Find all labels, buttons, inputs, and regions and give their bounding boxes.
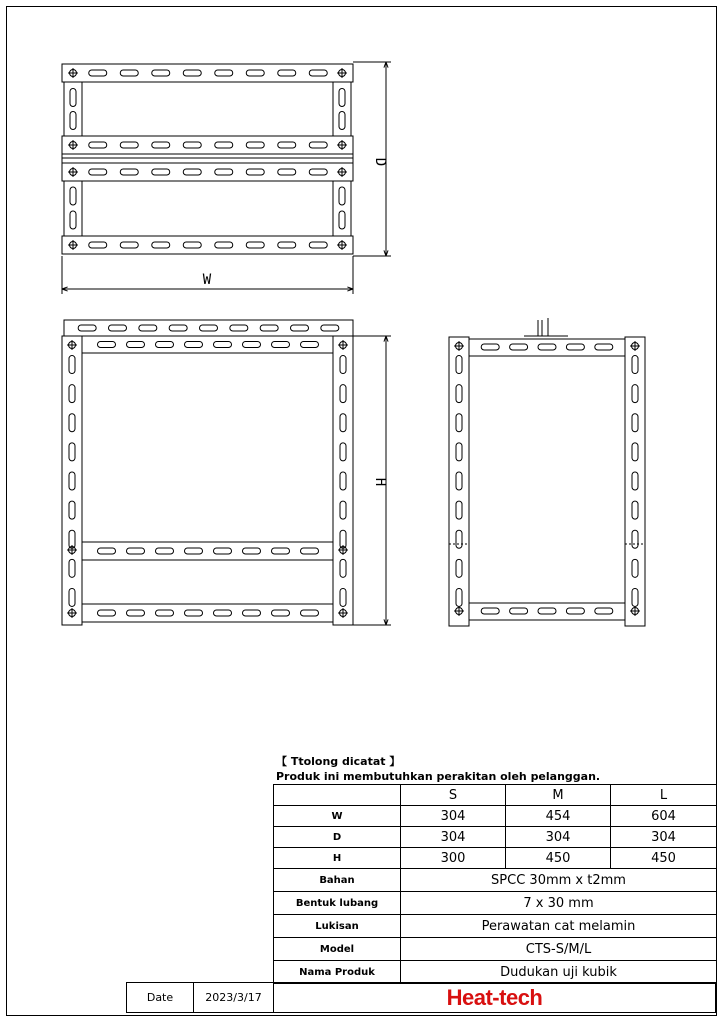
- slot-hole: [156, 548, 174, 554]
- dimension-label-width: W: [202, 272, 212, 288]
- slot-hole: [632, 472, 638, 490]
- cell-value: 304: [506, 827, 611, 848]
- slot-hole: [246, 70, 264, 76]
- slot-hole: [152, 70, 170, 76]
- slot-hole: [246, 142, 264, 148]
- slot-hole: [456, 414, 462, 432]
- slot-hole: [89, 70, 107, 76]
- slot-hole: [70, 89, 76, 107]
- row-value: CTS-S/M/L: [401, 938, 717, 961]
- brand-logo: Heat-tech: [446, 984, 543, 1010]
- slot-hole: [566, 344, 584, 350]
- row-label: W: [274, 806, 401, 827]
- slot-hole: [456, 385, 462, 403]
- slot-hole: [632, 385, 638, 403]
- top-view: [62, 64, 353, 254]
- slot-hole: [214, 548, 232, 554]
- slot-hole: [215, 142, 233, 148]
- slot-hole: [632, 356, 638, 374]
- header-blank-cell: [274, 785, 401, 806]
- row-label: H: [274, 848, 401, 869]
- slot-hole: [89, 169, 107, 175]
- slot-hole: [215, 70, 233, 76]
- slot-hole: [632, 501, 638, 519]
- slot-hole: [309, 169, 327, 175]
- slot-hole: [185, 610, 203, 616]
- size-row-h: [274, 848, 717, 869]
- row-label: Nama Produk: [274, 961, 401, 984]
- date-label: Date: [126, 982, 194, 1013]
- slot-hole: [301, 342, 319, 348]
- slot-hole: [98, 342, 116, 348]
- slot-hole: [340, 501, 346, 519]
- column-header-m: M: [506, 785, 611, 806]
- slot-hole: [89, 142, 107, 148]
- slot-hole: [183, 70, 201, 76]
- slot-hole: [156, 342, 174, 348]
- slot-hole: [481, 344, 499, 350]
- slot-hole: [456, 559, 462, 577]
- side-rail: [333, 181, 351, 236]
- slot-hole: [69, 385, 75, 403]
- slot-hole: [566, 608, 584, 614]
- slot-hole: [156, 610, 174, 616]
- right-post: [625, 337, 645, 626]
- slot-hole: [301, 610, 319, 616]
- cross-bar: [82, 604, 333, 622]
- cell-value: 450: [506, 848, 611, 869]
- row-value: 7 x 30 mm: [401, 892, 717, 915]
- dimension-label-depth: D: [372, 157, 388, 167]
- slot-hole: [321, 325, 339, 331]
- slot-hole: [456, 472, 462, 490]
- assembly-note: Produk ini membutuhkan perakitan oleh pelanggan.: [276, 770, 601, 783]
- row-label: D: [274, 827, 401, 848]
- slot-hole: [309, 70, 327, 76]
- side-view: [449, 318, 645, 626]
- slot-hole: [69, 356, 75, 374]
- slot-hole: [183, 242, 201, 248]
- right-post: [333, 336, 353, 625]
- slot-hole: [243, 342, 261, 348]
- slot-hole: [139, 325, 157, 331]
- slot-hole: [340, 472, 346, 490]
- slot-hole: [272, 342, 290, 348]
- slot-hole: [183, 169, 201, 175]
- row-value: SPCC 30mm x t2mm: [401, 869, 717, 892]
- cross-bar: [82, 542, 333, 560]
- slot-hole: [120, 242, 138, 248]
- slot-hole: [127, 548, 145, 554]
- slot-hole: [309, 242, 327, 248]
- slot-hole: [109, 325, 127, 331]
- slot-hole: [340, 559, 346, 577]
- info-row-model: [274, 938, 717, 961]
- slot-hole: [230, 325, 248, 331]
- cell-value: 604: [611, 806, 717, 827]
- row-label: Model: [274, 938, 401, 961]
- slot-hole: [246, 169, 264, 175]
- row-value: Perawatan cat melamin: [401, 915, 717, 938]
- slot-hole: [340, 414, 346, 432]
- slot-hole: [510, 608, 528, 614]
- slot-hole: [595, 608, 613, 614]
- row-label: Lukisan: [274, 915, 401, 938]
- slot-hole: [215, 169, 233, 175]
- slot-hole: [340, 385, 346, 403]
- row-label: Bentuk lubang: [274, 892, 401, 915]
- cell-value: 300: [401, 848, 506, 869]
- slot-hole: [215, 242, 233, 248]
- column-header-l: L: [611, 785, 717, 806]
- slot-hole: [69, 501, 75, 519]
- slot-hole: [538, 344, 556, 350]
- side-rail: [333, 82, 351, 136]
- note-heading: 【 Ttolong dicatat 】: [276, 755, 401, 768]
- dimension-label-height: H: [372, 477, 388, 487]
- slot-hole: [214, 342, 232, 348]
- slot-hole: [278, 242, 296, 248]
- column-header-s: S: [401, 785, 506, 806]
- slot-hole: [70, 211, 76, 229]
- slot-hole: [243, 548, 261, 554]
- row-label: Bahan: [274, 869, 401, 892]
- slot-hole: [69, 559, 75, 577]
- side-rail: [64, 181, 82, 236]
- slot-hole: [339, 187, 345, 205]
- slot-hole: [632, 443, 638, 461]
- slot-hole: [69, 443, 75, 461]
- slot-hole: [340, 443, 346, 461]
- cell-value: 304: [401, 806, 506, 827]
- slot-hole: [309, 142, 327, 148]
- cross-bar: [469, 339, 625, 356]
- slot-hole: [78, 325, 96, 331]
- size-row-d: [274, 827, 717, 848]
- slot-hole: [595, 344, 613, 350]
- slot-hole: [272, 548, 290, 554]
- cross-bar: [82, 336, 333, 353]
- slot-hole: [169, 325, 187, 331]
- slot-hole: [183, 142, 201, 148]
- slot-hole: [98, 610, 116, 616]
- spec-table: [273, 784, 717, 984]
- slot-hole: [120, 169, 138, 175]
- front-view: [62, 320, 353, 625]
- slot-hole: [98, 548, 116, 554]
- slot-hole: [301, 548, 319, 554]
- slot-hole: [340, 356, 346, 374]
- slot-hole: [120, 142, 138, 148]
- left-post: [62, 336, 82, 625]
- slot-hole: [632, 559, 638, 577]
- info-row-product-name: [274, 961, 717, 984]
- slot-hole: [127, 342, 145, 348]
- slot-hole: [70, 112, 76, 130]
- cross-bar: [469, 603, 625, 620]
- left-post: [449, 337, 469, 626]
- slot-hole: [69, 472, 75, 490]
- date-value: 2023/3/17: [193, 982, 274, 1013]
- slot-hole: [456, 501, 462, 519]
- slot-hole: [456, 530, 462, 548]
- slot-hole: [510, 344, 528, 350]
- slot-hole: [200, 325, 218, 331]
- side-rail: [64, 82, 82, 136]
- slot-hole: [70, 187, 76, 205]
- slot-hole: [456, 443, 462, 461]
- slot-hole: [339, 89, 345, 107]
- cell-value: 304: [401, 827, 506, 848]
- slot-hole: [278, 70, 296, 76]
- slot-hole: [340, 588, 346, 606]
- slot-hole: [538, 608, 556, 614]
- slot-hole: [152, 242, 170, 248]
- brand-cell: [273, 982, 716, 1013]
- slot-hole: [291, 325, 309, 331]
- slot-hole: [632, 588, 638, 606]
- row-value: Dudukan uji kubik: [401, 961, 717, 984]
- slot-hole: [127, 610, 145, 616]
- slot-hole: [278, 169, 296, 175]
- slot-hole: [185, 342, 203, 348]
- slot-hole: [185, 548, 203, 554]
- slot-hole: [120, 70, 138, 76]
- top-bar: [64, 320, 353, 336]
- slot-hole: [632, 414, 638, 432]
- slot-hole: [481, 608, 499, 614]
- slot-hole: [456, 588, 462, 606]
- slot-hole: [339, 112, 345, 130]
- size-row-w: [274, 806, 717, 827]
- slot-hole: [272, 610, 290, 616]
- slot-hole: [339, 211, 345, 229]
- cell-value: 454: [506, 806, 611, 827]
- slot-hole: [456, 356, 462, 374]
- info-row-finish: [274, 915, 717, 938]
- slot-hole: [89, 242, 107, 248]
- slot-hole: [246, 242, 264, 248]
- slot-hole: [632, 530, 638, 548]
- slot-hole: [278, 142, 296, 148]
- slot-hole: [260, 325, 278, 331]
- slot-hole: [243, 610, 261, 616]
- cell-value: 450: [611, 848, 717, 869]
- slot-hole: [152, 169, 170, 175]
- slot-hole: [69, 588, 75, 606]
- slot-hole: [214, 610, 232, 616]
- cell-value: 304: [611, 827, 717, 848]
- info-row-material: [274, 869, 717, 892]
- info-row-hole-shape: [274, 892, 717, 915]
- slot-hole: [69, 414, 75, 432]
- size-header-row: [274, 785, 717, 806]
- slot-hole: [152, 142, 170, 148]
